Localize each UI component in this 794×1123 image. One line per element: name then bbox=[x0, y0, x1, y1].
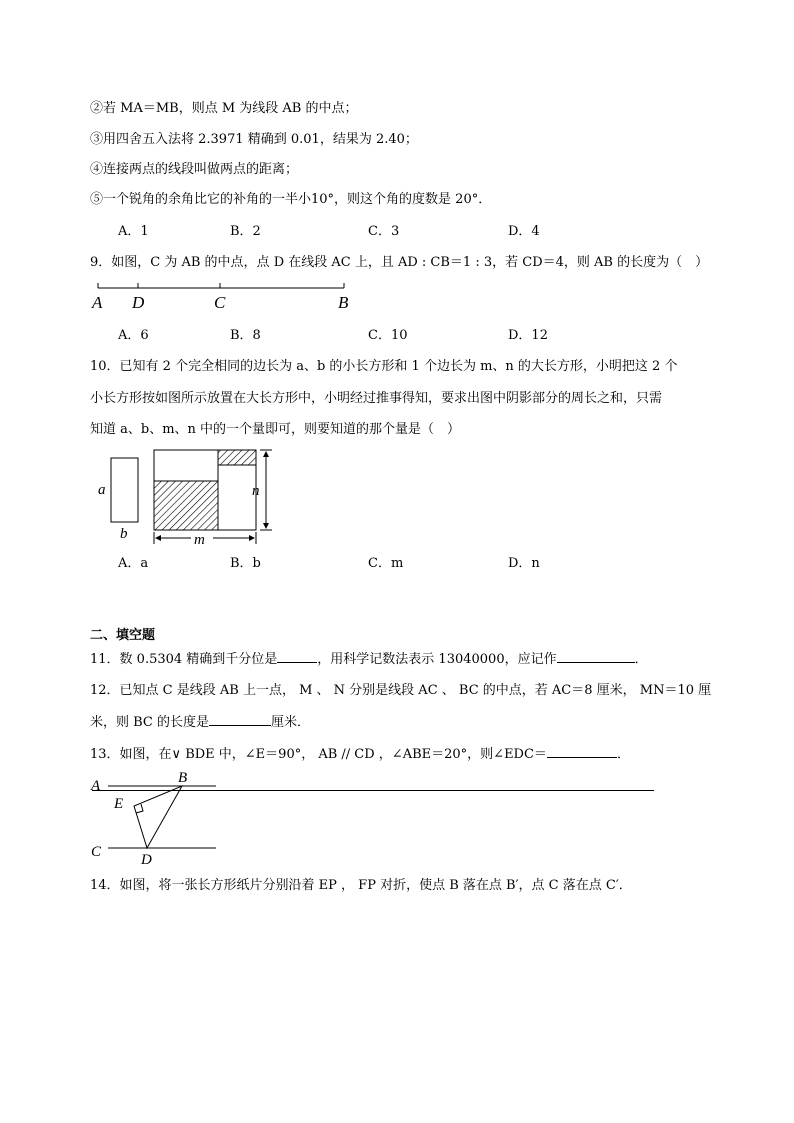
q9-option-c[interactable]: C．10 bbox=[368, 328, 408, 343]
q12-text-a: 米，则 BC 的长度是 bbox=[90, 715, 210, 730]
q10-option-c[interactable]: C．m bbox=[368, 556, 404, 571]
q11-stem bbox=[90, 650, 648, 669]
q10-stem-line2: 小长方形按如图所示放置在大长方形中，小明经过推事得知，要求出图中阴影部分的周长之和，只需 bbox=[90, 391, 663, 406]
q8-option-b[interactable]: B．2 bbox=[230, 224, 261, 239]
q10-option-a[interactable]: A．a bbox=[118, 556, 149, 571]
footer-divider bbox=[92, 790, 654, 791]
q11-blank-2[interactable] bbox=[557, 650, 635, 663]
q9-option-b[interactable]: B．8 bbox=[230, 328, 261, 343]
q13-text-b: ． bbox=[616, 747, 630, 762]
q13-label-a: A bbox=[91, 778, 101, 794]
q9-segment-figure bbox=[88, 280, 358, 314]
q12-stem-line1: 12．已知点 C 是线段 AB 上一点， M 、 N 分别是线段 AC 、 BC 的中点，若 AC＝8 厘米， MN＝10 厘 bbox=[90, 683, 712, 698]
q11-blank-1[interactable] bbox=[277, 650, 317, 663]
q10-label-a: a bbox=[98, 482, 106, 498]
q10-label-m: m bbox=[194, 532, 205, 548]
q13-stem bbox=[90, 745, 630, 764]
q9-stem: 9．如图，C 为 AB 的中点，点 D 在线段 AC 上，且 AD : CB＝1 : 3，若 CD＝4，则 AB 的长度为（ ） bbox=[90, 255, 709, 270]
q9-label-c: C bbox=[214, 293, 226, 312]
q13-text-a: 13．如图，在∨ BDE 中，∠E＝90°， AB // CD ，∠ABE＝20°，则∠EDC＝ bbox=[90, 747, 547, 762]
q10-option-b[interactable]: B．b bbox=[230, 556, 261, 571]
q13-parallel-lines-figure bbox=[88, 768, 228, 868]
q12-text-b: 厘米． bbox=[271, 715, 311, 730]
small-rectangle bbox=[111, 458, 138, 522]
q11-text-a: 11．数 0.5304 精确到千分位是 bbox=[90, 652, 278, 667]
q10-label-b: b bbox=[120, 526, 128, 542]
q9-label-d: D bbox=[132, 293, 145, 312]
q9-option-a[interactable]: A．6 bbox=[118, 328, 149, 343]
q13-label-d: D bbox=[141, 852, 152, 868]
shaded-region-left bbox=[154, 481, 218, 530]
q13-blank[interactable] bbox=[547, 745, 617, 758]
q8-option-a[interactable]: A．1 bbox=[118, 224, 149, 239]
q11-text-c: ． bbox=[634, 652, 648, 667]
statement-5: ⑤一个锐角的余角比它的补角的一半小10°，则这个角的度数是 20°． bbox=[90, 192, 492, 207]
q12-blank[interactable] bbox=[209, 713, 271, 726]
q10-option-d[interactable]: D．n bbox=[508, 556, 540, 571]
q10-rectangles-figure bbox=[90, 446, 280, 550]
q10-stem-line3: 知道 a、b、m、n 中的一个量即可，则要知道的那个量是（ ） bbox=[90, 422, 461, 437]
q13-label-e: E bbox=[114, 796, 124, 812]
q8-option-d[interactable]: D．4 bbox=[508, 224, 540, 239]
statement-3: ③用四舍五入法将 2.3971 精确到 0.01，结果为 2.40； bbox=[90, 132, 418, 147]
q13-label-c: C bbox=[91, 844, 102, 860]
q13-label-b: B bbox=[178, 770, 188, 786]
q11-text-b: ，用科学记数法表示 13040000，应记作 bbox=[317, 652, 557, 667]
q8-option-c[interactable]: C．3 bbox=[368, 224, 400, 239]
q10-label-n: n bbox=[252, 483, 260, 499]
statement-2: ②若 MA＝MB，则点 M 为线段 AB 的中点； bbox=[90, 101, 358, 116]
q9-option-d[interactable]: D．12 bbox=[508, 328, 548, 343]
shaded-region-top-right bbox=[218, 450, 256, 465]
q9-label-b: B bbox=[338, 293, 349, 312]
section-title: 二、填空题 bbox=[90, 628, 156, 643]
q14-stem: 14．如图，将一张长方形纸片分别沿着 EP ， FP 对折，使点 B 落在点 B′，点 C 落在点 C′． bbox=[90, 878, 632, 893]
statement-4: ④连接两点的线段叫做两点的距离； bbox=[90, 162, 299, 177]
inner-rectangle-right bbox=[218, 465, 256, 530]
q10-stem-line1: 10．已知有 2 个完全相同的边长为 a、b 的小长方形和 1 个边长为 m、n 的大长方形，小明把这 2 个 bbox=[90, 359, 678, 374]
q9-label-a: A bbox=[92, 293, 103, 312]
q12-stem-line2 bbox=[90, 713, 310, 732]
